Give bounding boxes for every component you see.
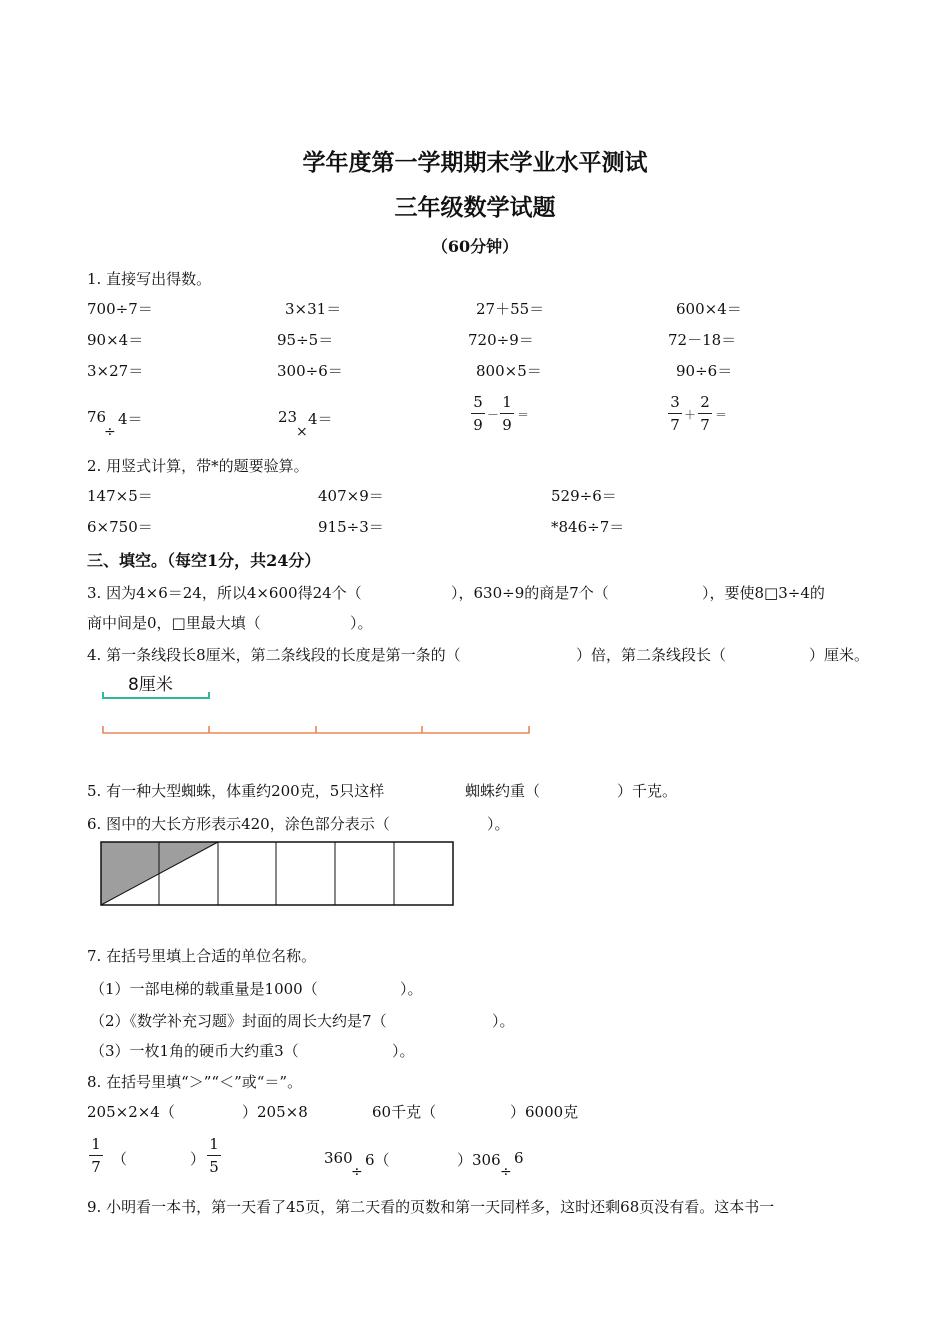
fraction bbox=[207, 1134, 221, 1177]
divide-sign: ÷ bbox=[500, 1164, 512, 1180]
q1-item: 3×31＝ bbox=[285, 300, 342, 318]
q6-text: ）。 bbox=[487, 815, 510, 833]
q2-item: 407×9＝ bbox=[318, 487, 384, 505]
q3-text: ）。 bbox=[350, 614, 373, 632]
q1-label: 1. 直接写出得数。 bbox=[87, 270, 212, 288]
q3-text: ），630÷9的商是7个（ bbox=[451, 584, 609, 602]
q5-text: 5. 有一种大型蜘蛛，体重约200克，5只这样 bbox=[87, 782, 385, 800]
q7-item: ）。 bbox=[400, 980, 423, 998]
exam-duration: （60分钟） bbox=[431, 237, 519, 256]
q5-text: ）千克。 bbox=[617, 782, 678, 800]
q2-item: 915÷3＝ bbox=[318, 518, 384, 536]
q8-item: ）6000克 bbox=[510, 1103, 579, 1121]
q8-item: ）205×8 bbox=[242, 1103, 308, 1121]
q1-item: 800×5＝ bbox=[476, 362, 542, 380]
exam-title: 学年度第一学期期末学业水平测试 bbox=[302, 150, 648, 176]
q7-item: （2）《数学补充习题》封面的周长大约是7（ bbox=[90, 1012, 387, 1030]
denominator: 9 bbox=[502, 416, 512, 434]
q8-item: 6 bbox=[514, 1149, 524, 1167]
q8-item: 360 bbox=[324, 1149, 353, 1167]
q3-text: 商中间是0，□里最大填（ bbox=[87, 614, 261, 632]
plus-sign: ＋ bbox=[684, 408, 697, 422]
numerator: 1 bbox=[207, 1134, 221, 1156]
q8-paren: ） bbox=[190, 1150, 206, 1168]
fraction bbox=[471, 392, 485, 435]
divide-sign: ÷ bbox=[351, 1164, 363, 1180]
q7-item: （1）一部电梯的载重量是1000（ bbox=[90, 980, 318, 998]
denominator: 9 bbox=[473, 416, 483, 434]
q1-r4-operand: 4＝ bbox=[308, 410, 333, 428]
q2-item: 147×5＝ bbox=[87, 487, 153, 505]
q9-text: 9. 小明看一本书，第一天看了45页，第二天看的页数和第一天同样多，这时还剩68页没有看。这本书一 bbox=[87, 1198, 775, 1216]
q1-r4-operand: 23 bbox=[278, 408, 298, 426]
q8-item: 205×2×4（ bbox=[87, 1103, 175, 1121]
q1-item: 720÷9＝ bbox=[468, 331, 534, 349]
q1-item: 90÷6＝ bbox=[676, 362, 733, 380]
minus-sign: － bbox=[487, 408, 500, 422]
q1-item: 90×4＝ bbox=[87, 331, 144, 349]
denominator: 7 bbox=[670, 416, 680, 434]
q3-text: ），要使8□3÷4的 bbox=[702, 584, 825, 602]
numerator: 1 bbox=[89, 1134, 103, 1156]
q7-item: （3）一枚1角的硬币大约重3（ bbox=[90, 1042, 299, 1060]
rectangle-diagram bbox=[99, 840, 455, 908]
q7-item: ）。 bbox=[492, 1012, 515, 1030]
divide-sign: ÷ bbox=[104, 424, 116, 440]
multiply-sign: × bbox=[296, 424, 308, 440]
equals-sign: ＝ bbox=[517, 408, 530, 422]
q2-item: *846÷7＝ bbox=[551, 518, 625, 536]
q1-item: 3×27＝ bbox=[87, 362, 144, 380]
q1-item: 27＋55＝ bbox=[476, 300, 545, 318]
numerator: 5 bbox=[471, 392, 485, 414]
q4-text: ）厘米。 bbox=[809, 646, 870, 664]
q4-text: 4. 第一条线段长8厘米，第二条线段的长度是第一条的（ bbox=[87, 646, 461, 664]
q8-paren: （ bbox=[112, 1150, 128, 1168]
numerator: 1 bbox=[500, 392, 514, 414]
q7-item: ）。 bbox=[392, 1042, 415, 1060]
numerator: 2 bbox=[698, 392, 712, 414]
q5-text: 蜘蛛约重（ bbox=[465, 782, 541, 800]
denominator: 7 bbox=[91, 1158, 101, 1176]
q1-item: 72－18＝ bbox=[668, 331, 737, 349]
first-segment bbox=[103, 692, 209, 698]
fraction bbox=[668, 392, 682, 435]
line-segment-diagram bbox=[95, 686, 540, 740]
q2-item: 529÷6＝ bbox=[551, 487, 617, 505]
q1-r4-operand: 76 bbox=[87, 408, 107, 426]
second-segment bbox=[103, 726, 529, 733]
q8-item: ）306 bbox=[457, 1151, 501, 1169]
q8-item: 60千克（ bbox=[372, 1103, 437, 1121]
equals-sign: ＝ bbox=[715, 408, 728, 422]
fraction bbox=[500, 392, 514, 435]
q1-r4-operand: 4＝ bbox=[118, 410, 143, 428]
fraction bbox=[698, 392, 712, 435]
denominator: 5 bbox=[209, 1158, 219, 1176]
q1-item: 95÷5＝ bbox=[277, 331, 334, 349]
q1-item: 300÷6＝ bbox=[277, 362, 343, 380]
section-heading: 三、填空。（每空1分，共24分） bbox=[87, 551, 321, 570]
q2-item: 6×750＝ bbox=[87, 518, 153, 536]
q4-text: ）倍，第二条线段长（ bbox=[576, 646, 727, 664]
q1-item: 600×4＝ bbox=[676, 300, 742, 318]
q8-label: 8. 在括号里填“＞”“＜”或“＝”。 bbox=[87, 1073, 303, 1091]
denominator: 7 bbox=[700, 416, 710, 434]
exam-subtitle: 三年级数学试题 bbox=[394, 195, 556, 221]
numerator: 3 bbox=[668, 392, 682, 414]
q8-item: 6（ bbox=[365, 1151, 390, 1169]
fraction bbox=[89, 1134, 103, 1177]
q2-label: 2. 用竖式计算，带*的题要验算。 bbox=[87, 457, 309, 475]
q7-label: 7. 在括号里填上合适的单位名称。 bbox=[87, 947, 317, 965]
q1-item: 700÷7＝ bbox=[87, 300, 153, 318]
segment-label: 8厘米 bbox=[128, 675, 173, 695]
q6-text: 6. 图中的大长方形表示420，涂色部分表示（ bbox=[87, 815, 390, 833]
q3-text: 3. 因为4×6＝24，所以4×600得24个（ bbox=[87, 584, 362, 602]
